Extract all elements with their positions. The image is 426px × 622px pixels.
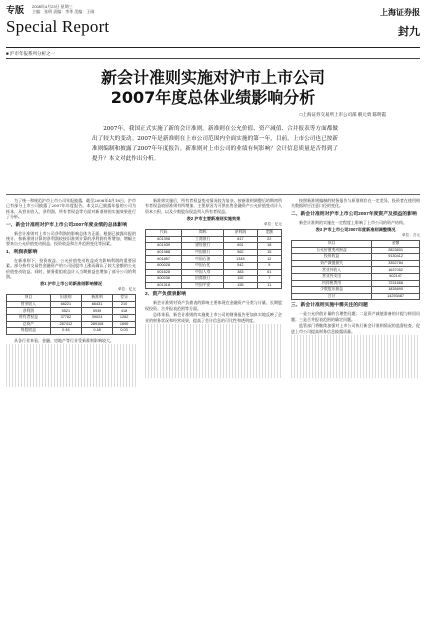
- c3-heading-2: 三、新会计准则实施中需关注的问题: [291, 303, 368, 309]
- c3-table-caption: 表3 沪市上市公司2007年度新准则调整情况: [315, 227, 396, 233]
- table-header: 差额: [257, 230, 282, 237]
- table-row: [146, 276, 282, 283]
- lead-paragraph: 2007年，我国正式实施了新的会计准则。新准则在公允价值、资产减值、合并报表等方面都做出了较大的变动。2007年是新准则在上市公司范围内全面实施的第一年，目前，上市公司也已按新准则编制和披露了2007年年度报告。新准则对上市公司的业绩有何影响？会计信息质量是否得到了提升？本文对此作出分析。: [92, 126, 338, 162]
- table-row: [146, 256, 282, 263]
- table-row: [292, 293, 420, 300]
- table-cell: 601988: [146, 249, 182, 256]
- c1-paragraph-2: 在新准则下，投资收益、公允价值变动收益成为影响利润的重要因素。部分持有交易性金融资产的公司因股市上涨而确认了较大金额的公允价值变动收益。同时，债务重组收益计入当期损益也增加了部分公司的利润。: [6, 257, 136, 280]
- table-header: 简称: [182, 230, 224, 237]
- table-cell: 资产减值损失: [292, 260, 372, 267]
- table-row: [146, 263, 282, 270]
- table-cell: 1345: [224, 256, 257, 263]
- table-cell: 营业外收入: [292, 267, 372, 274]
- table-cell: 15: [257, 249, 282, 256]
- table-row: [146, 282, 282, 289]
- page-label: 封九: [398, 26, 420, 38]
- table-cell: 所有者权益: [7, 315, 51, 322]
- table-cell: 0.45: [50, 328, 81, 335]
- table-row: [292, 247, 420, 254]
- table-header-row: [292, 241, 420, 248]
- byline: □上海证券交易所上市公司部 朝元勇 陈明霞: [299, 112, 386, 117]
- table-cell: 542: [224, 263, 257, 270]
- c3-paragraph-1: 按照新准则编制的财务报告与原准则存在一定差异，投资者在使用相关数据时应注意口径的变化。: [291, 198, 420, 209]
- table-row: [292, 260, 420, 267]
- table-cell: 418: [113, 308, 136, 315]
- table-row: [146, 249, 282, 256]
- text-filler: [6, 382, 136, 387]
- table-header-row: [7, 295, 136, 302]
- table-cell: 7231568: [372, 280, 420, 287]
- table-header: 新准则: [81, 295, 112, 302]
- table-row: [146, 243, 282, 250]
- table-cell: 155: [224, 282, 257, 289]
- table-cell: 合计: [292, 293, 372, 300]
- table-cell: 66431: [81, 301, 112, 308]
- table-cell: 5939: [81, 308, 112, 315]
- table-row: [7, 301, 136, 308]
- c1-table-caption: 表1 沪市上市公司新准则影响情况: [39, 281, 103, 287]
- section-rule: [6, 58, 420, 59]
- table-cell: 中国平安: [182, 282, 224, 289]
- table-row: [146, 269, 282, 276]
- table-cell: 39024: [81, 315, 112, 322]
- table-cell: 1696: [113, 321, 136, 328]
- headline-line-1: 新会计准则实施对沪市上市公司: [100, 68, 325, 87]
- table-cell: 152: [224, 276, 257, 283]
- table-cell: 公允价值变动损益: [292, 247, 372, 254]
- table-row: [292, 274, 420, 281]
- section-label: ■ 沪市年报系列分析之一: [6, 51, 55, 56]
- c1-paragraph-3: 从各行业来看，金融、房地产等行业受新准则影响较大。: [14, 337, 114, 343]
- c3-paragraph-4: 监管部门将继续加强对上市公司执行新会计准则情况的监督检查，促进上市公司提高财务信息披露质量。: [291, 323, 420, 334]
- masthead-meta: [32, 4, 94, 14]
- special-report-title: Special Report: [6, 17, 110, 36]
- c2-table-caption: 表2 沪市主要新准则实施效果: [186, 216, 241, 222]
- table-cell: 562: [224, 249, 257, 256]
- lead-rule: [6, 194, 420, 195]
- table-cell: 600028: [146, 263, 182, 270]
- table-row: [146, 236, 282, 243]
- c1-heading-2: 1．利润表影响: [6, 249, 38, 255]
- c3-table: [291, 240, 420, 300]
- table-cell: 每股收益: [7, 328, 51, 335]
- masthead-rule: [6, 47, 420, 48]
- c1-paragraph-1: 新会计准则对上市公司净利润的影响总体为正面。根据已披露年报的统计，按新准则计算的净利润较按旧准则计算的净利润有所增加，增幅主要来自公允价值变动损益、投资收益和合并范围变化等因素。: [6, 230, 136, 247]
- table-cell: 18: [257, 243, 282, 250]
- table-cell: 210: [113, 301, 136, 308]
- table-cell: 总资产: [7, 321, 51, 328]
- table-header: 项目: [292, 241, 372, 248]
- table-cell: 少数股东损益: [292, 287, 372, 294]
- table-header: 代码: [146, 230, 182, 237]
- table-cell: 中国石油: [182, 256, 224, 263]
- table-cell: 601398: [146, 236, 182, 243]
- table-cell: 2823501: [372, 247, 420, 254]
- table-cell: 289108: [81, 321, 112, 328]
- c3-paragraph-3: 一是公允价值计量的合理性问题；二是资产减值准备的计提与转回问题；三是合并报表范围的确定问题。: [291, 311, 420, 322]
- c2-paragraph-3: 总体来看，新会计准则的实施使上市公司的财务报告更加真实地反映了企业的财务状况和经营成果，提高了会计信息的可比性和透明度。: [145, 312, 282, 323]
- table-cell: 工商银行: [182, 236, 224, 243]
- column-3: [291, 198, 420, 378]
- headline-line-2: 2007年度总体业绩影响分析: [110, 88, 316, 107]
- text-filler: [291, 373, 420, 378]
- column-2: [145, 198, 282, 378]
- table-cell: 601628: [146, 269, 182, 276]
- table-cell: 0.03: [113, 328, 136, 335]
- table-cell: 营业外支出: [292, 274, 372, 281]
- masthead-editors: 主编：张明 责编：李华 美编：王刚: [32, 9, 95, 14]
- table-cell: 7: [257, 276, 282, 283]
- table-cell: 1262: [113, 315, 136, 322]
- zhuanban-label: 专版: [6, 5, 25, 15]
- table-cell: 投资收益: [292, 254, 372, 261]
- table-cell: 9: [257, 263, 282, 270]
- c2-paragraph-1: 新准则实施后，所有者权益变动情况较为复杂。按新准则调整后的期初所有者权益较原准则有所增加，主要原因为可供出售金融资产公允价值变动计入资本公积，以及少数股东权益列入所有者权益。: [145, 198, 282, 214]
- table-row: [7, 321, 136, 328]
- table-cell: 14293487: [372, 293, 420, 300]
- table-row: [292, 287, 420, 294]
- masthead: [6, 3, 420, 47]
- table-cell: 1835690: [372, 287, 420, 294]
- table-cell: 3352784: [372, 260, 420, 267]
- table-cell: 中国银行: [182, 249, 224, 256]
- table-cell: 61: [257, 269, 282, 276]
- table-cell: 817: [224, 236, 257, 243]
- table-cell: 601318: [146, 282, 182, 289]
- table-cell: 营业收入: [7, 301, 51, 308]
- table-cell: 中国人寿: [182, 269, 224, 276]
- table-header-row: [146, 230, 282, 237]
- table-cell: 招商银行: [182, 276, 224, 283]
- table-cell: 601857: [146, 256, 182, 263]
- table-header: 净利润: [224, 230, 257, 237]
- column-1: [6, 198, 136, 387]
- c2-table: [145, 229, 282, 289]
- c1-intro: 为了统一和规范沪市上市公司年报披露，截至2008年4月18日，沪市已有部分上市公司披露了2007年年度报告。本文以已披露年报的公司为样本，从营业收入、净利润、所有者权益等方面对新准则的实施效果进行了分析。: [6, 198, 136, 220]
- table-row: [7, 315, 136, 322]
- table-row: [7, 328, 136, 335]
- c1-table: [6, 294, 136, 335]
- table-cell: 22: [257, 236, 282, 243]
- table-cell: 净利润: [7, 308, 51, 315]
- c2-table-unit: 单位：亿元: [264, 221, 282, 226]
- paper-name: 上海证券报: [380, 7, 420, 17]
- table-cell: 所得税费用: [292, 280, 372, 287]
- table-row: [7, 308, 136, 315]
- c3-table-unit: 单位：万元: [402, 232, 420, 237]
- table-row: [292, 267, 420, 274]
- table-cell: 11: [257, 282, 282, 289]
- c2-heading-1: 2．资产负债表影响: [145, 292, 187, 298]
- table-cell: 5521: [50, 308, 81, 315]
- table-cell: 287412: [50, 321, 81, 328]
- table-cell: 中国石化: [182, 263, 224, 270]
- c3-paragraph-2: 新会计准则的实施在一定程度上影响了上市公司的资产结构。: [299, 219, 407, 225]
- masthead-date: 2008年4月23日 星期三: [32, 4, 73, 9]
- c2-paragraph-2: 新会计准则对资产负债表的影响主要体现在金融资产分类与计量、长期股权投资、合并报表范围等方面。: [145, 300, 282, 311]
- table-cell: 502147: [372, 274, 420, 281]
- c3-heading-1: 二、新会计准则对沪市上市公司2007年度资产及损益的影响: [291, 211, 417, 217]
- c1-heading-1: 一、新会计准则对沪市上市公司2007年度业绩的总体影响: [6, 222, 128, 228]
- table-cell: 建设银行: [182, 243, 224, 250]
- c1-table-unit: 单位：亿元: [118, 286, 136, 291]
- headline: [0, 68, 426, 108]
- table-cell: 66221: [50, 301, 81, 308]
- text-filler: [145, 373, 282, 378]
- table-cell: 9130412: [372, 254, 420, 261]
- table-header: 金额: [372, 241, 420, 248]
- table-cell: 37762: [50, 315, 81, 322]
- table-header: 旧准则: [50, 295, 81, 302]
- table-row: [292, 254, 420, 261]
- table-cell: 0.48: [81, 328, 112, 335]
- table-cell: 691: [224, 243, 257, 250]
- table-cell: 1637052: [372, 267, 420, 274]
- table-row: [292, 280, 420, 287]
- table-cell: 600036: [146, 276, 182, 283]
- table-cell: 383: [224, 269, 257, 276]
- table-cell: 12: [257, 256, 282, 263]
- table-header: 项目: [7, 295, 51, 302]
- table-header: 差异: [113, 295, 136, 302]
- table-cell: 601939: [146, 243, 182, 250]
